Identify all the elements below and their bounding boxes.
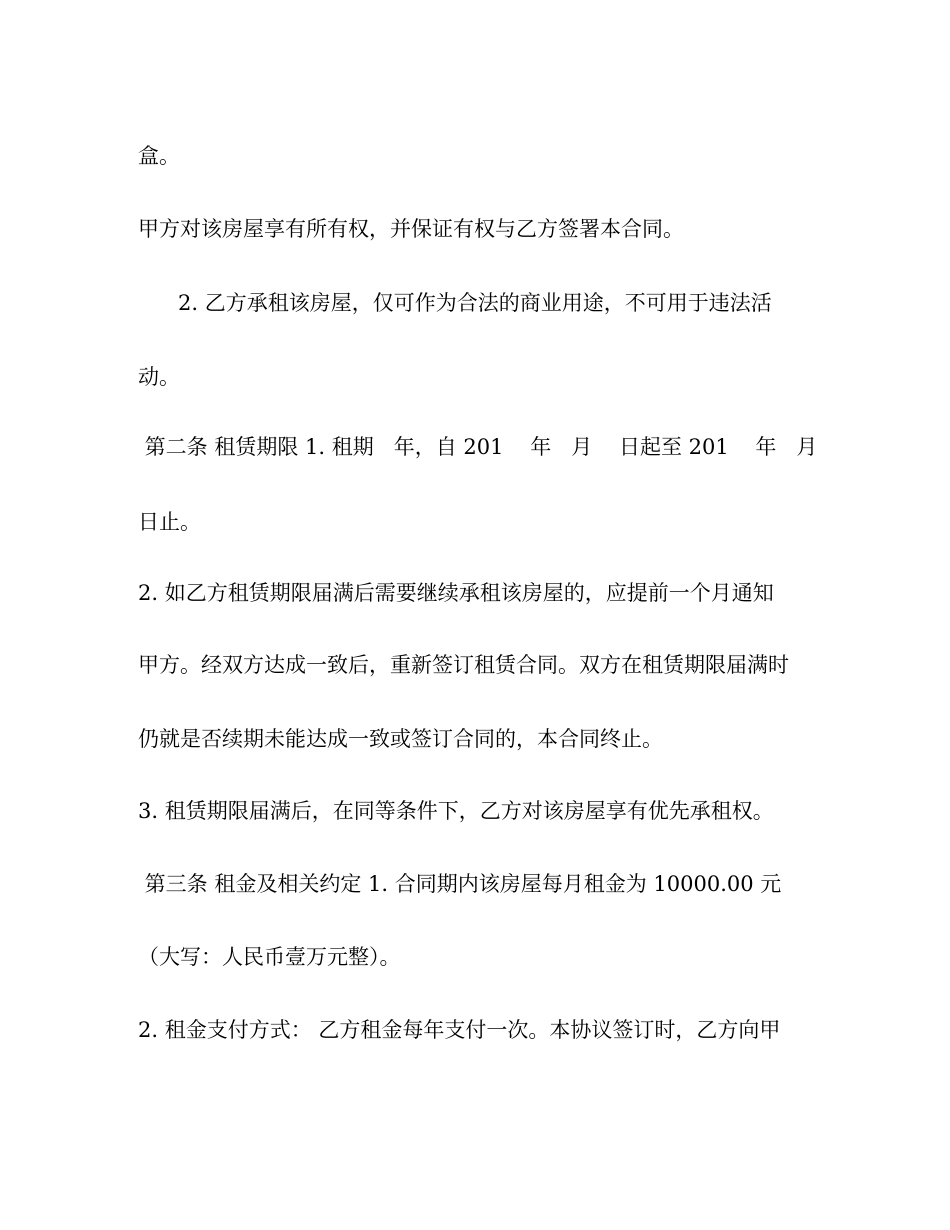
text-line: 2. 租金支付方式： 乙方租金每年支付一次。本协议签订时，乙方向甲 xyxy=(138,1018,781,1042)
text-line: 第二条 租赁期限 1. 租期 年，自 201 年 月 日起至 201 年 月 xyxy=(138,435,818,459)
text-line: （大写：人民币壹万元整）。 xyxy=(138,945,401,969)
text-line: 日止。 xyxy=(138,510,201,534)
text-line: 2. 如乙方租赁期限届满后需要继续承租该房屋的，应提前一个月通知 xyxy=(138,581,774,605)
text-line: 甲方对该房屋享有所有权，并保证有权与乙方签署本合同。 xyxy=(138,217,684,241)
text-line: 甲方。经双方达成一致后，重新签订租赁合同。双方在租赁期限届满时 xyxy=(138,653,789,677)
text-line: 第三条 租金及相关约定 1. 合同期内该房屋每月租金为 10000.00 元 xyxy=(138,872,782,896)
text-line: 3. 租赁期限届满后，在同等条件下，乙方对该房屋享有优先承租权。 xyxy=(138,799,774,823)
text-line: 2. 乙方承租该房屋，仅可作为合法的商业用途，不可用于违法活 xyxy=(138,291,772,315)
text-line: 动。 xyxy=(138,365,180,389)
text-line: 仍就是否续期未能达成一致或签订合同的，本合同终止。 xyxy=(138,727,663,751)
text-line: 盒。 xyxy=(138,144,180,168)
